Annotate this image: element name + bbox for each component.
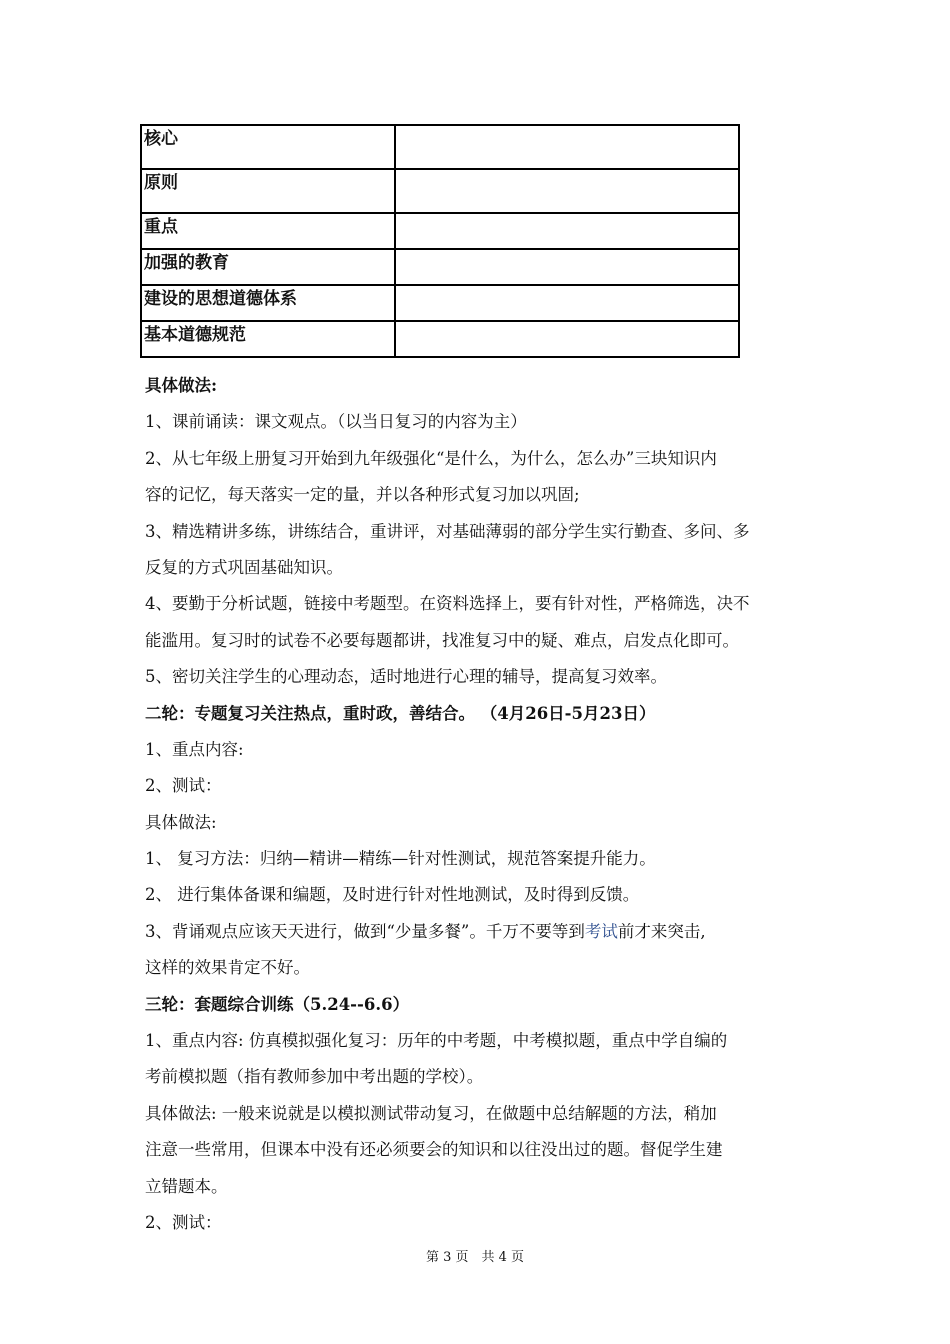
section-heading: 具体做法: bbox=[145, 376, 218, 395]
paragraph-line: 1、课前诵读：课文观点。（以当日复习的内容为主） bbox=[145, 412, 527, 432]
row-value bbox=[395, 249, 739, 285]
round-two-heading: 二轮：专题复习关注热点，重时政，善结合。 （4月26日-5月23日） bbox=[145, 703, 656, 723]
table-row bbox=[141, 213, 739, 249]
paragraph-line: 1、重点内容: bbox=[145, 739, 244, 759]
row-value bbox=[395, 169, 739, 213]
line-text: 前才来突击, bbox=[617, 921, 706, 941]
row-value bbox=[395, 285, 739, 321]
row-value bbox=[395, 321, 739, 357]
row-label: 核心 bbox=[141, 125, 395, 169]
paragraph-line: 2、从七年级上册复习开始到九年级强化“是什么，为什么，怎么办”三块知识内 bbox=[145, 448, 717, 468]
paragraph-line bbox=[145, 914, 810, 950]
row-label: 重点 bbox=[141, 213, 395, 249]
paragraph-line: 3、精选精讲多练，讲练结合，重讲评，对基础薄弱的部分学生实行勤查、多问、多 bbox=[145, 521, 750, 541]
paragraph-line: 2、测试： bbox=[145, 1212, 222, 1232]
row-value bbox=[395, 125, 739, 169]
paragraph-line: 反复的方式巩固基础知识。 bbox=[145, 557, 343, 577]
paragraph-line: 2、测试： bbox=[145, 776, 222, 796]
table-row bbox=[141, 125, 739, 169]
exam-link[interactable]: 考试 bbox=[584, 921, 618, 941]
paragraph-line: 立错题本。 bbox=[145, 1176, 228, 1196]
paragraph-line: 4、要勤于分析试题，链接中考题型。在资料选择上，要有针对性，严格筛选，决不 bbox=[145, 594, 750, 614]
paragraph-line: 具体做法: 一般来说就是以模拟测试带动复习，在做题中总结解题的方法，稍加 bbox=[145, 1103, 717, 1123]
table-row bbox=[141, 169, 739, 213]
content-table bbox=[140, 124, 740, 358]
paragraph-line: 5、密切关注学生的心理动态，适时地进行心理的辅导，提高复习效率。 bbox=[145, 667, 667, 687]
table-row bbox=[141, 249, 739, 285]
paragraph-line: 具体做法: bbox=[145, 812, 217, 832]
table-row bbox=[141, 321, 739, 357]
table-row bbox=[141, 285, 739, 321]
row-label: 基本道德规范 bbox=[141, 321, 395, 357]
paragraph-line: 2、 进行集体备课和编题，及时进行针对性地测试，及时得到反馈。 bbox=[145, 885, 640, 905]
row-label: 原则 bbox=[141, 169, 395, 213]
body-text bbox=[145, 368, 810, 1241]
round-three-heading: 三轮：套题综合训练（5.24--6.6） bbox=[145, 994, 410, 1014]
paragraph-line: 容的记忆，每天落实一定的量，并以各种形式复习加以巩固; bbox=[145, 485, 580, 505]
paragraph-line: 这样的效果肯定不好。 bbox=[145, 958, 310, 978]
paragraph-line: 能滥用。复习时的试卷不必要每题都讲，找准复习中的疑、难点，启发点化即可。 bbox=[145, 630, 739, 650]
paragraph-line: 1、重点内容: 仿真模拟强化复习：历年的中考题，中考模拟题，重点中学自编的 bbox=[145, 1031, 728, 1051]
row-label: 加强的教育 bbox=[141, 249, 395, 285]
paragraph-line: 1、 复习方法：归纳—精讲—精练—针对性测试，规范答案提升能力。 bbox=[145, 849, 656, 869]
row-label: 建设的思想道德体系 bbox=[141, 285, 395, 321]
page-footer: 第 3 页 共 4 页 bbox=[425, 1250, 525, 1265]
line-text: 3、背诵观点应该天天进行，做到“少量多餐”。千万不要等到 bbox=[145, 921, 585, 941]
paragraph-line: 考前模拟题（指有教师参加中考出题的学校）。 bbox=[145, 1067, 484, 1087]
row-value bbox=[395, 213, 739, 249]
paragraph-line: 注意一些常用，但课本中没有还必须要会的知识和以往没出过的题。督促学生建 bbox=[145, 1140, 723, 1160]
